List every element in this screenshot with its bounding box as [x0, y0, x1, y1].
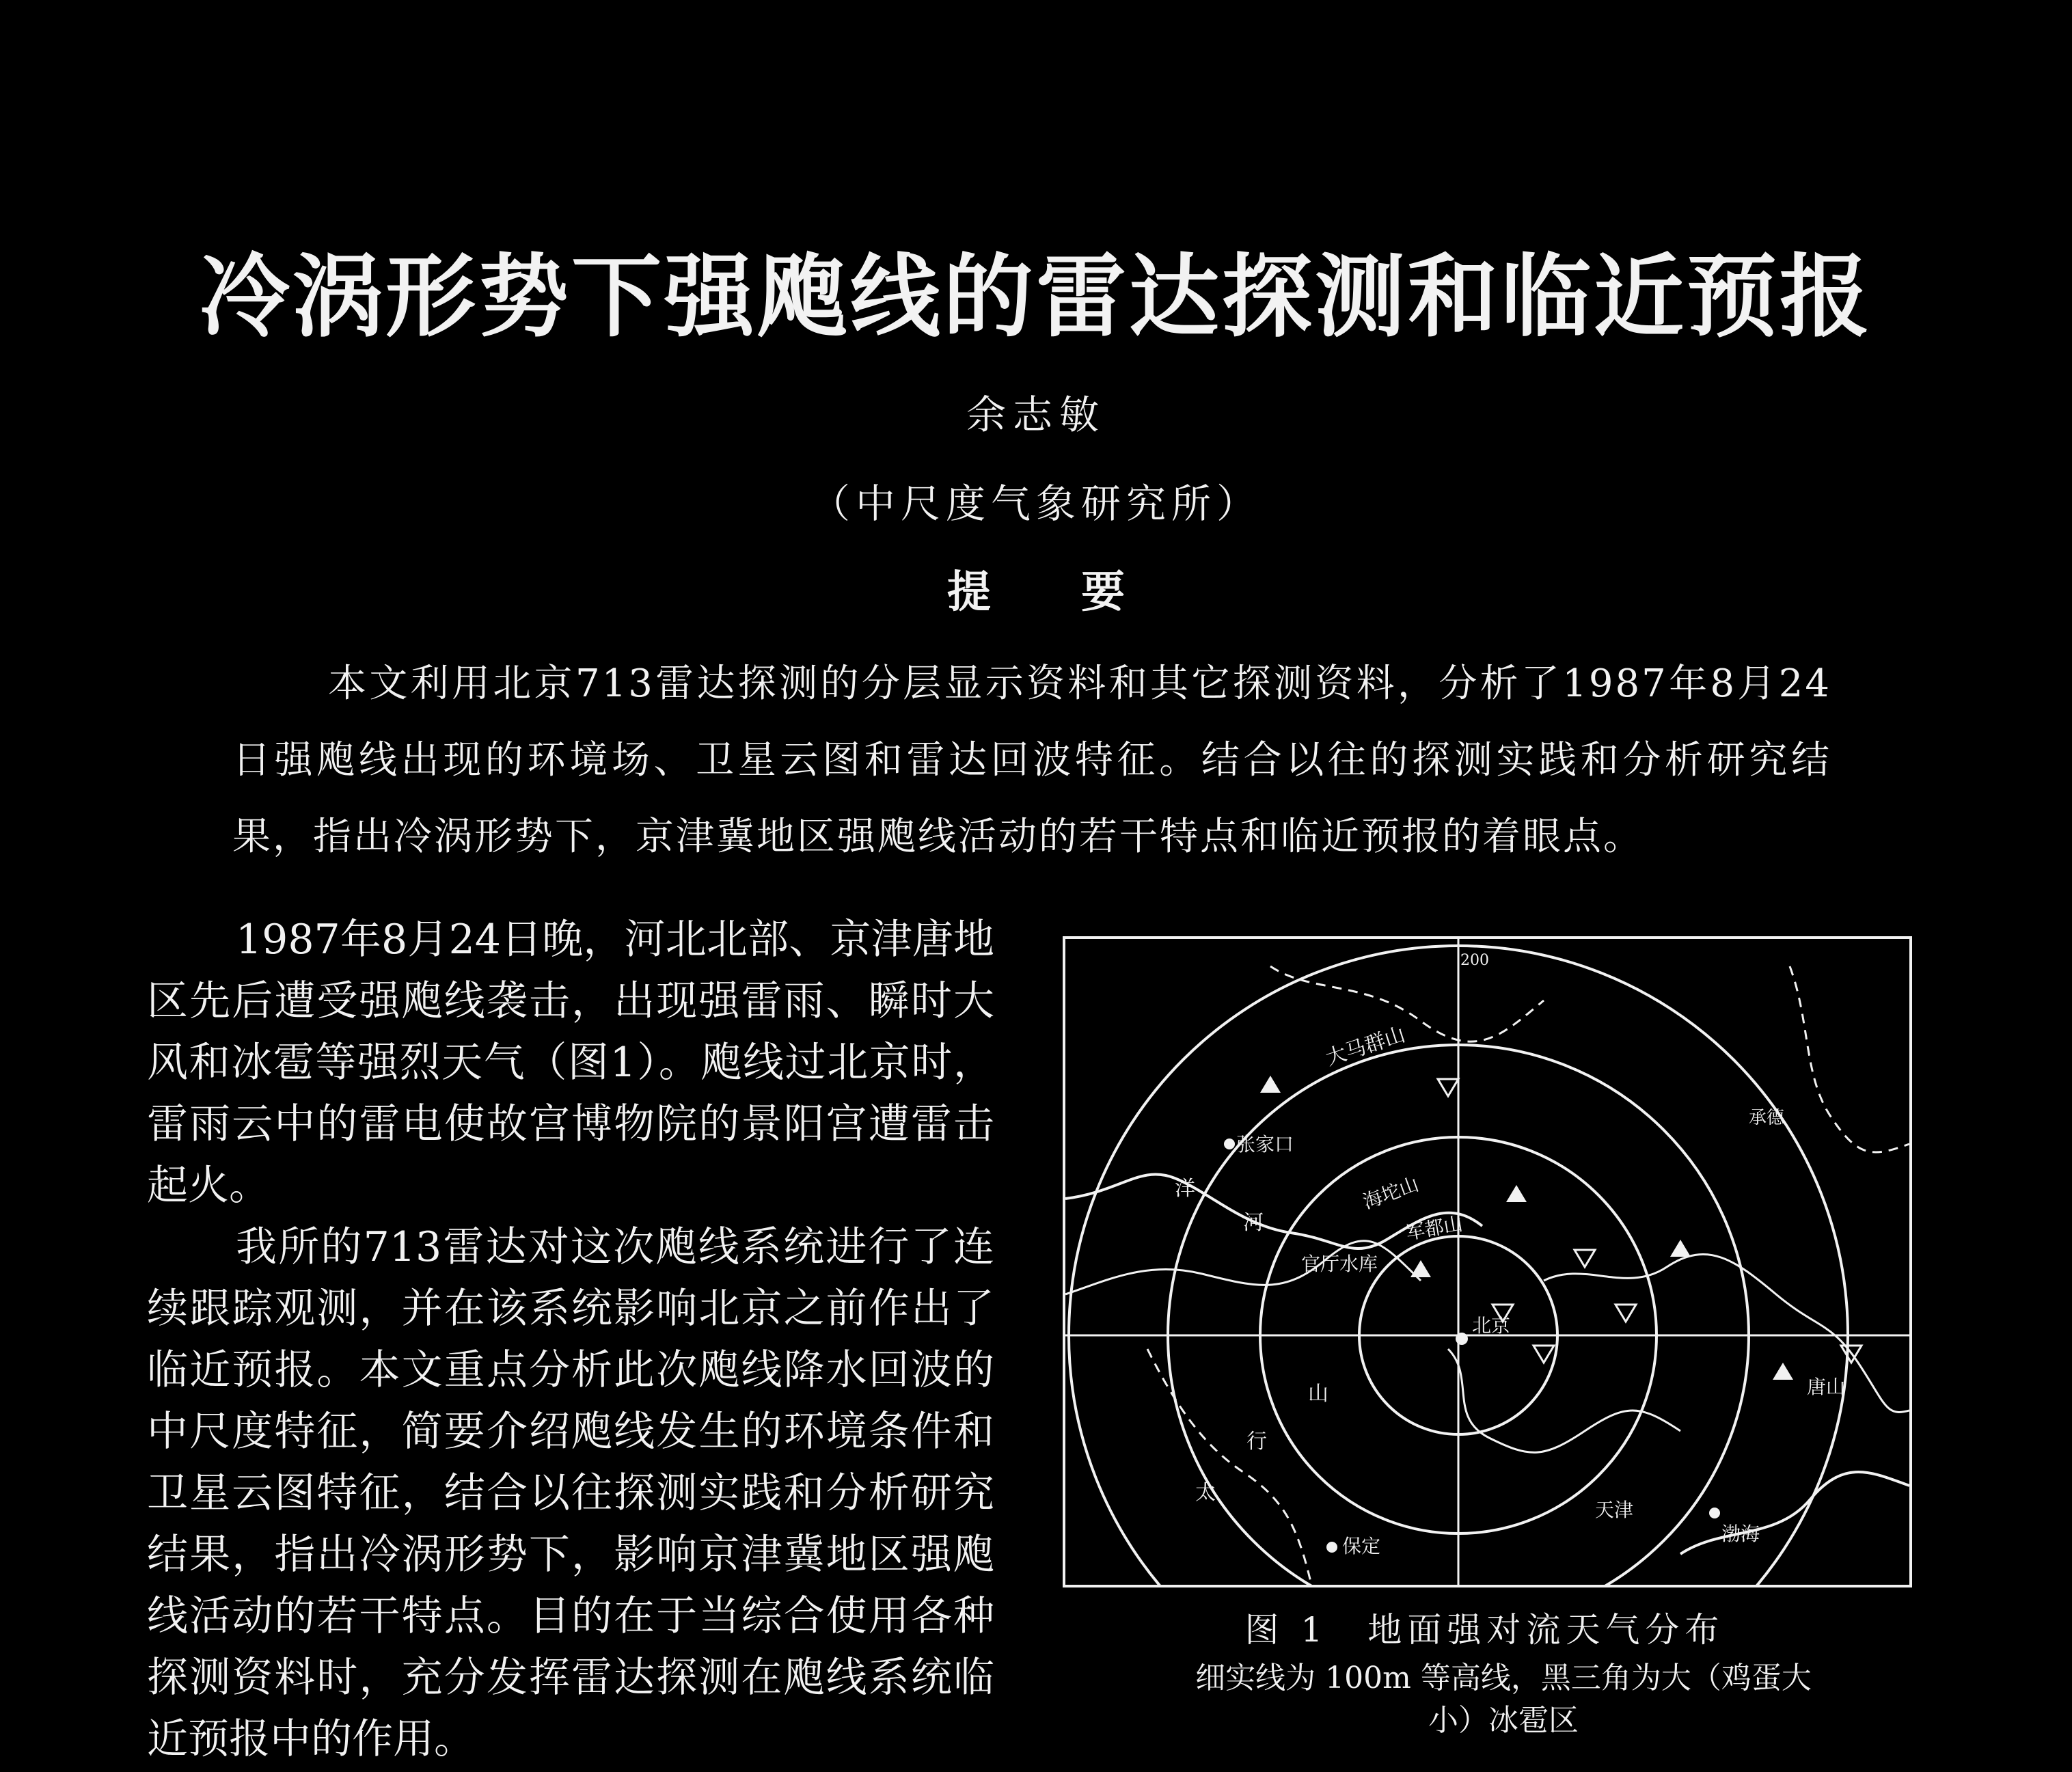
label-baoding: 保定: [1342, 1535, 1381, 1557]
label-zhangjiakou: 张家口: [1236, 1133, 1294, 1156]
label-chengde: 承德: [1749, 1108, 1785, 1128]
city-dot: [1326, 1542, 1337, 1553]
city-dots: [1224, 1139, 1720, 1553]
figure-caption-note: 细实线为 100m 等高线，黑三角为大（鸡蛋大小）冰雹区: [1195, 1661, 1812, 1738]
city-dot: [1456, 1333, 1468, 1345]
contour-line: [1270, 966, 1544, 1041]
label-junduo: 军都山: [1404, 1212, 1464, 1244]
label-beijing: 北京: [1472, 1314, 1511, 1337]
hail-triangle: [1773, 1363, 1793, 1380]
gale-triangle: [1616, 1305, 1636, 1322]
label-tangshan: 唐山: [1807, 1376, 1846, 1398]
label-taihang-1: 太: [1195, 1481, 1216, 1505]
city-dot: [1224, 1139, 1235, 1149]
abstract-heading: 提 要: [946, 567, 1126, 618]
abstract-text: 本文利用北京713雷达探测的分层显示资料和其它探测资料，分析了1987年8月24日强飑线出现的环境场、卫星云图和雷达回波特征。结合以往的探测实践和分析研究结果，指出冷涡形势下，京津冀地区强飑线活动的若干特点和临近预报的着眼点。: [232, 662, 1831, 859]
hail-triangle: [1670, 1240, 1691, 1257]
author-affiliation: （中尺度气象研究所）: [810, 480, 1262, 527]
label-taihang-2: 行: [1246, 1430, 1267, 1454]
body-paragraph: 我所的713雷达对这次飑线系统进行了连续跟踪观测，并在该系统影响北京之前作出了临近预报。本文重点分析此次飑线降水回波的中尺度特征，简要介绍飑线发生的环境条件和卫星云图特征，结合以往探测实践和分析研究结果，指出冷涡形势下，影响京津冀地区强飑线活动的若干特点。目的在于当综合使用各种探测资料时，充分发挥雷达探测在飑线系统临近预报中的作用。: [147, 1223, 994, 1763]
figure-caption-title: 图 1 地面强对流天气分布: [1244, 1610, 1725, 1650]
label-haituo: 海坨山: [1360, 1172, 1422, 1214]
hail-triangle: [1410, 1260, 1431, 1277]
body-paragraph: 1987年8月24日晚，河北北部、京津唐地区先后遭受强飑线袭击，出现强雷雨、瞬时大风和冰雹等强烈天气（图1）。飑线过北京时，雷雨云中的雷电使故宫博物院的景阳宫遭雷击起火。: [147, 916, 994, 1210]
label-damaqun: 大马群山: [1322, 1022, 1408, 1071]
gale-triangle: [1533, 1346, 1554, 1363]
city-dot: [1709, 1508, 1720, 1518]
gale-triangle: [1575, 1250, 1595, 1267]
label-he: 河: [1243, 1211, 1264, 1235]
figure-1-radar-map: [1063, 936, 1912, 1587]
hail-triangle: [1506, 1185, 1527, 1202]
label-guanting: 官厅水库: [1301, 1253, 1378, 1275]
label-tianjin: 天津: [1595, 1499, 1634, 1521]
hail-markers: [1260, 1076, 1793, 1380]
contour-line: [1790, 966, 1909, 1152]
river-line: [1544, 1254, 1909, 1412]
range-label: 200: [1460, 952, 1489, 969]
paper-title: 冷涡形势下强飑线的雷达探测和临近预报: [200, 244, 1872, 350]
label-bohai: 渤海: [1721, 1523, 1760, 1545]
author-name: 余志敏: [966, 392, 1106, 438]
radar-map-svg: [1065, 939, 1909, 1585]
body-text: [147, 909, 994, 1770]
label-yang: 洋: [1175, 1177, 1195, 1201]
gale-triangle: [1438, 1079, 1458, 1096]
hail-triangle: [1260, 1076, 1281, 1093]
label-taihang-3: 山: [1308, 1382, 1328, 1406]
